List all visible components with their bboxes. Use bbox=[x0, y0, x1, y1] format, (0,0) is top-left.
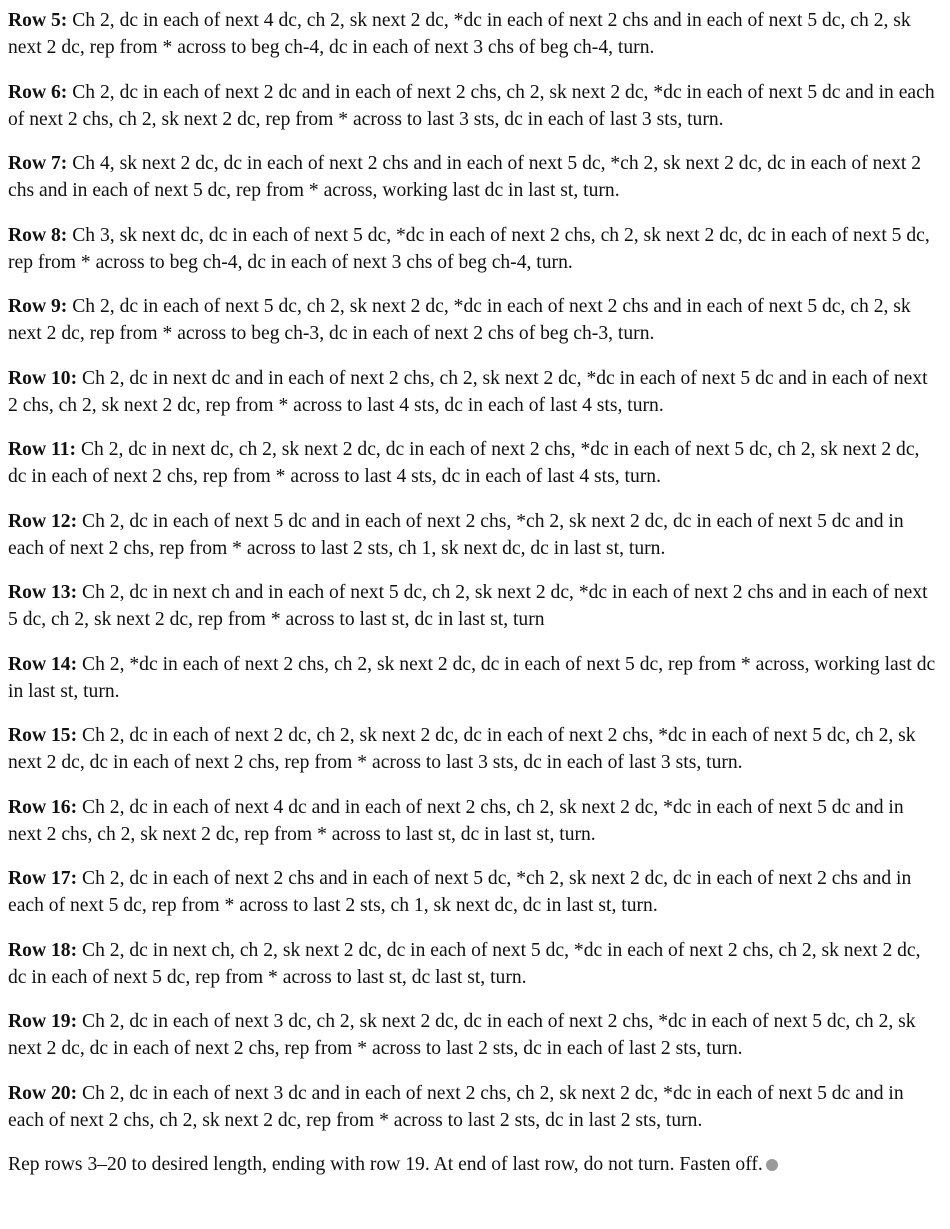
pattern-row bbox=[8, 579, 942, 633]
row-text: Ch 2, dc in each of next 3 dc, ch 2, sk next 2 dc, dc in each of next 2 chs, *dc in each of next 5 dc, ch 2, sk next 2 dc, dc in each of next 2 chs, rep from * across to last 2 sts, dc in each of last 2 sts, turn. bbox=[8, 1011, 916, 1059]
pattern-row bbox=[8, 79, 942, 133]
row-label: Row 10: bbox=[8, 367, 78, 389]
pattern-row bbox=[8, 651, 942, 705]
pattern-row bbox=[8, 436, 942, 490]
pattern-row bbox=[8, 365, 942, 419]
row-text: Ch 2, dc in each of next 2 dc and in each of next 2 chs, ch 2, sk next 2 dc, *dc in each of next 5 dc and in each of next 2 chs, ch 2, sk next 2 dc, rep from * across to last 3 sts, dc in each of last 3 sts, turn. bbox=[8, 81, 935, 130]
row-label: Row 19: bbox=[8, 1011, 78, 1032]
row-label: Row 7: bbox=[8, 153, 68, 174]
row-text: Ch 2, dc in each of next 5 dc and in each of next 2 chs, *ch 2, sk next 2 dc, dc in each of next 5 dc and in each of next 2 chs, rep from * across to last 2 sts, ch 1, sk next dc, dc in last st, turn. bbox=[8, 510, 904, 559]
pattern-row bbox=[8, 937, 942, 991]
row-text: Ch 2, dc in each of next 2 chs and in each of next 5 dc, *ch 2, sk next 2 dc, dc in each of next 2 chs and in each of next 5 dc, rep from * across to last 2 sts, ch 1, sk next dc, dc in last st, turn. bbox=[8, 868, 912, 916]
pattern-row bbox=[8, 1080, 942, 1134]
pattern-row bbox=[8, 222, 942, 276]
row-text: Ch 4, sk next 2 dc, dc in each of next 2 chs and in each of next 5 dc, *ch 2, sk next 2 dc, dc in each of next 2 chs and in each of next 5 dc, rep from * across, working last dc in last st, turn. bbox=[8, 153, 922, 201]
final-instructions-text: Rep rows 3–20 to desired length, ending with row 19. At end of last row, do not turn. Fasten off. bbox=[8, 1154, 763, 1175]
row-text: Ch 2, dc in next ch, ch 2, sk next 2 dc, dc in each of next 5 dc, *dc in each of next 2 chs, ch 2, sk next 2 dc, dc in each of next 5 dc, rep from * across to last st, dc last st, turn. bbox=[8, 939, 921, 988]
row-text: Ch 2, dc in each of next 4 dc and in each of next 2 chs, ch 2, sk next 2 dc, *dc in each of next 5 dc and in next 2 chs, ch 2, sk next 2 dc, rep from * across to last st, dc in last st, turn. bbox=[8, 796, 904, 845]
pattern-row bbox=[8, 508, 942, 562]
pattern-row bbox=[8, 293, 942, 347]
final-instructions bbox=[8, 1151, 942, 1178]
row-text: Ch 2, *dc in each of next 2 chs, ch 2, sk next 2 dc, dc in each of next 5 dc, rep from * across, working last dc in last st, turn. bbox=[8, 653, 936, 702]
row-label: Row 16: bbox=[8, 796, 78, 818]
pattern-row bbox=[8, 7, 942, 61]
row-label: Row 20: bbox=[8, 1082, 78, 1104]
row-label: Row 8: bbox=[8, 224, 68, 246]
row-text: Ch 2, dc in each of next 5 dc, ch 2, sk next 2 dc, *dc in each of next 2 chs and in each of next 5 dc, ch 2, sk next 2 dc, rep from * across to beg ch-3, dc in each of next 2 chs of beg ch-3, turn. bbox=[8, 296, 911, 344]
row-label: Row 11: bbox=[8, 439, 77, 460]
row-label: Row 18: bbox=[8, 939, 78, 961]
row-text: Ch 2, dc in each of next 4 dc, ch 2, sk next 2 dc, *dc in each of next 2 chs and in each of next 5 dc, ch 2, sk next 2 dc, rep from * across to beg ch-4, dc in each of next 3 chs of beg ch-4, turn. bbox=[8, 10, 911, 58]
pattern-row bbox=[8, 865, 942, 919]
row-label: Row 17: bbox=[8, 868, 78, 889]
row-text: Ch 2, dc in next ch and in each of next 5 dc, ch 2, sk next 2 dc, *dc in each of next 2 chs and in each of next 5 dc, ch 2, sk next 2 dc, rep from * across to last st, dc in last st, turn bbox=[8, 582, 928, 630]
row-label: Row 15: bbox=[8, 725, 78, 746]
row-label: Row 14: bbox=[8, 653, 78, 675]
row-text: Ch 2, dc in each of next 3 dc and in each of next 2 chs, ch 2, sk next 2 dc, *dc in each of next 5 dc and in each of next 2 chs, ch 2, sk next 2 dc, rep from * across to last 2 sts, dc in last 2 sts, turn. bbox=[8, 1082, 904, 1131]
row-text: Ch 3, sk next dc, dc in each of next 5 dc, *dc in each of next 2 chs, ch 2, sk next 2 dc, dc in each of next 5 dc, rep from * across to beg ch-4, dc in each of next 3 chs of beg ch-4, turn. bbox=[8, 224, 930, 273]
row-label: Row 13: bbox=[8, 582, 78, 603]
pattern-row bbox=[8, 150, 942, 204]
row-text: Ch 2, dc in next dc, ch 2, sk next 2 dc, dc in each of next 2 chs, *dc in each of next 5 dc, ch 2, sk next 2 dc, dc in each of next 2 chs, rep from * across to last 4 sts, dc in each of last 4 sts, turn. bbox=[8, 439, 920, 487]
row-label: Row 9: bbox=[8, 296, 68, 317]
row-text: Ch 2, dc in next dc and in each of next 2 chs, ch 2, sk next 2 dc, *dc in each of next 5 dc and in each of next 2 chs, ch 2, sk next 2 dc, rep from * across to last 4 sts, dc in each of last 4 sts, turn. bbox=[8, 367, 928, 416]
end-dot-icon bbox=[766, 1159, 778, 1171]
pattern-rows bbox=[8, 7, 942, 1134]
pattern-row bbox=[8, 1008, 942, 1062]
pattern-row bbox=[8, 794, 942, 848]
row-label: Row 5: bbox=[8, 10, 68, 31]
row-label: Row 6: bbox=[8, 81, 68, 103]
pattern-row bbox=[8, 722, 942, 776]
row-label: Row 12: bbox=[8, 510, 78, 532]
row-text: Ch 2, dc in each of next 2 dc, ch 2, sk next 2 dc, dc in each of next 2 chs, *dc in each of next 5 dc, ch 2, sk next 2 dc, dc in each of next 2 chs, rep from * across to last 3 sts, dc in each of last 3 sts, turn. bbox=[8, 725, 916, 773]
